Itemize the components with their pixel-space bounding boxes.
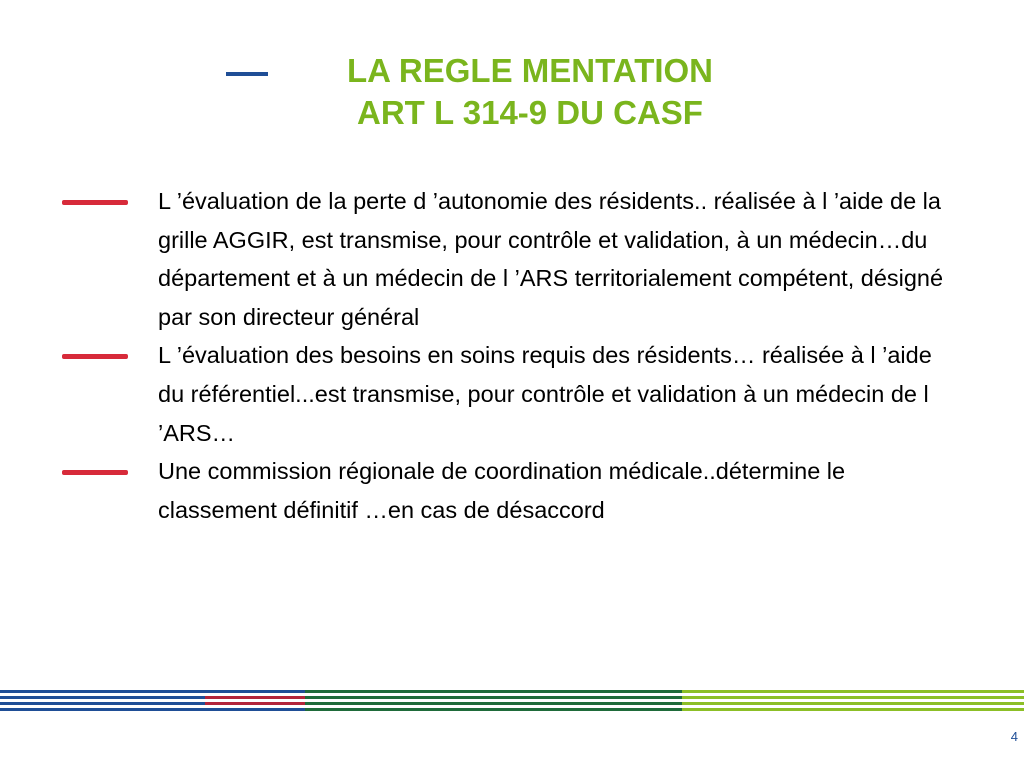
bullet-list	[0, 182, 1024, 529]
bullet-item	[0, 182, 948, 336]
stripe-row	[0, 690, 1024, 693]
title-line-1: LA REGLE MENTATION	[346, 52, 714, 89]
stripe-row	[0, 702, 1024, 705]
bullet-text: L ’évaluation des besoins en soins requis des résidents… réalisée à l ’aide du référentiel...est transmise, pour contrôle et validation à un médecin de l ’ARS…	[158, 342, 932, 446]
red-dash-bullet-icon	[62, 354, 128, 359]
stripe-row	[0, 708, 1024, 711]
title-line-2: ART L 314-9 DU CASF	[357, 94, 703, 131]
page-number: 4	[1010, 729, 1018, 744]
footer-decorative-stripes	[0, 690, 1024, 716]
slide-title	[260, 50, 800, 134]
bullet-text: Une commission régionale de coordination médicale..détermine le classement définitif …en cas de désaccord	[158, 458, 846, 523]
bullet-item	[0, 336, 948, 452]
red-dash-bullet-icon	[62, 200, 128, 205]
red-dash-bullet-icon	[62, 470, 128, 475]
bullet-text: L ’évaluation de la perte d ’autonomie des résidents.. réalisée à l ’aide de la grille AGGIR, est transmise, pour contrôle et validation, à un médecin…du département et à un médecin de l ’ARS territorialement compétent, désigné par son directeur général	[158, 188, 944, 330]
stripe-row	[0, 696, 1024, 699]
bullet-item	[0, 452, 948, 529]
